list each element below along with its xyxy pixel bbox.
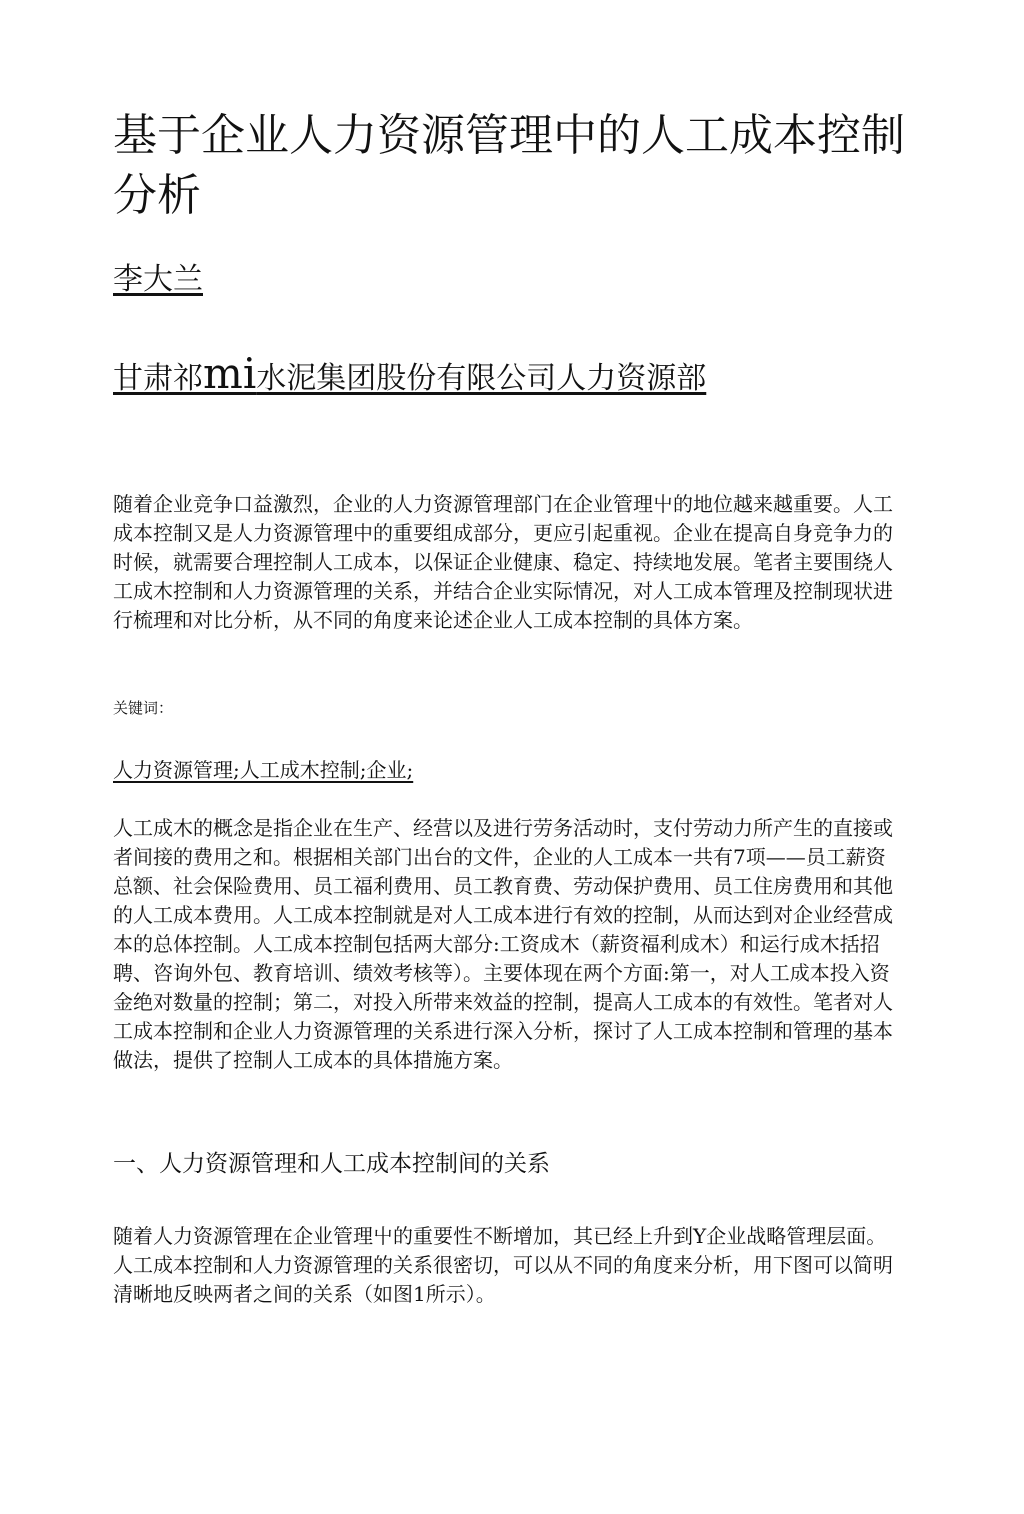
keywords-list: 人力资源管理;人工成木控制;企业; xyxy=(113,758,414,782)
body-paragraph-1: 人工成木的概念是指企业在生产、经营以及进行劳务活动时，支付劳动力所产生的直接或者间接的费用之和。根据相关部门出台的文件，企业的人工成本一共有7项——员工薪资总额、社会保险费用、员工福利费用、员工教育费、劳动保护费用、员工住房费用和其他的人工成本费用。人工成本控制就是对人工成本进行有效的控制，从而达到对企业经营成本的总体控制。人工成本控制包括两大部分:工资成木（薪资福利成木）和运行成木括招聘、咨询外包、教育培训、绩效考核等）。主要体现在两个方面:第一，对人工成本投入资金绝对数量的控制；第二，对投入所带来效益的控制，提高人工成本的有效性。笔者对人工成本控制和企业人力资源管理的关系进行深入分析，探讨了人工成本控制和管理的基本做法，提供了控制人工成本的具体措施方案。 xyxy=(113,816,893,1072)
body-paragraph-2: 随着人力资源管理在企业管理屮的重要性不断增加，其已经上升到Y企业战略管理层面。人工成本控制和人力资源管理的关系很密切，可以从不同的角度来分析，用下图可以简明清晰地反映两者之间的关系（如图1所示）。 xyxy=(113,1224,893,1306)
abstract-paragraph: 随着企业竞争口益激烈，企业的人力资源管理部门在企业管理屮的地位越来越重要。人工成本控制又是人力资源管理中的重要组成部分，更应引起重视。企业在提高自身竞争力的时候，就需要合理控制人工成本，以保证企业健康、稳定、持续地发展。笔者主要围绕人工成木控制和人力资源管理的关系，并结合企业实际情况，对人工成本管理及控制现状进行梳理和对比分析，从不同的角度来论述企业人工成本控制的具体方案。 xyxy=(113,492,893,632)
keywords-label: 关键词： xyxy=(113,699,174,717)
affiliation-part-2: mi xyxy=(203,349,257,398)
affiliation-part-3: 水泥集团股份有限公司人力资源部 xyxy=(256,361,707,396)
document-title: 基于企业人力资源管理中的人工成本控制分析 xyxy=(113,110,905,221)
section-heading-1: 一、人力资源管理和人工成本控制间的关系 xyxy=(113,1151,550,1177)
affiliation-part-1: 甘肃祁 xyxy=(113,361,203,396)
author-name: 李大兰 xyxy=(113,262,203,297)
author-affiliation xyxy=(113,350,706,403)
